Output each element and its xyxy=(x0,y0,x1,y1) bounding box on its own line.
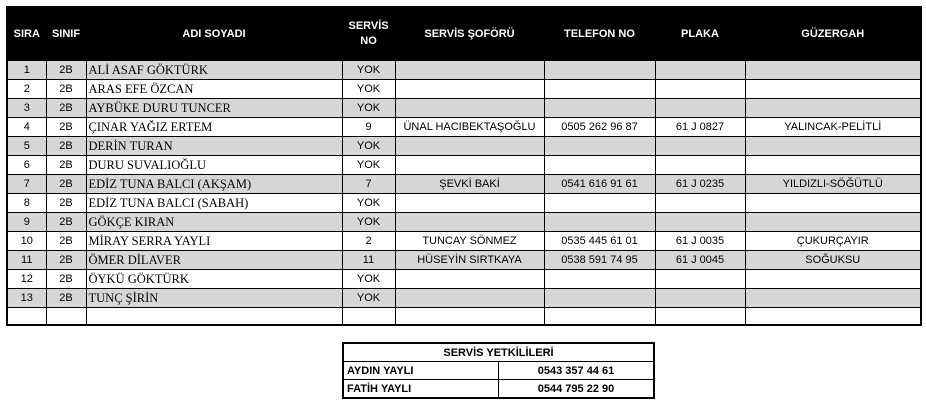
cell-servis-soforu xyxy=(395,156,544,175)
cell-servis-no: YOK xyxy=(342,61,395,80)
cell-servis-no: 7 xyxy=(342,175,395,194)
cell-sinif: 2B xyxy=(46,251,86,270)
cell-adi-soyadi: TUNÇ ŞİRİN xyxy=(86,289,342,308)
cell-telefon-no: 0538 591 74 95 xyxy=(544,251,655,270)
cell-servis-no: 9 xyxy=(342,118,395,137)
table-row xyxy=(7,80,921,99)
table-row xyxy=(7,156,921,175)
cell-guzergah xyxy=(745,289,921,308)
cell-plaka: 61 J 0035 xyxy=(655,232,745,251)
cell-sira: 9 xyxy=(7,213,46,232)
cell-sinif: 2B xyxy=(46,137,86,156)
cell-sira: 12 xyxy=(7,270,46,289)
cell-servis-soforu xyxy=(395,213,544,232)
cell-plaka xyxy=(655,289,745,308)
cell-plaka xyxy=(655,137,745,156)
cell-plaka xyxy=(655,270,745,289)
col-header-servis-no xyxy=(342,7,395,61)
cell-adi-soyadi: ARAS EFE ÖZCAN xyxy=(86,80,342,99)
cell-adi-soyadi: EDİZ TUNA BALCI (SABAH) xyxy=(86,194,342,213)
contact-row xyxy=(343,362,654,380)
empty-cell xyxy=(544,308,655,326)
cell-telefon-no xyxy=(544,289,655,308)
empty-cell xyxy=(46,308,86,326)
col-header-adi-soyadi: ADI SOYADI xyxy=(86,7,342,61)
col-header-sira: SIRA xyxy=(7,7,46,61)
cell-sinif: 2B xyxy=(46,175,86,194)
cell-plaka xyxy=(655,80,745,99)
contact-phone: 0543 357 44 61 xyxy=(499,362,655,380)
cell-plaka xyxy=(655,61,745,80)
cell-guzergah xyxy=(745,194,921,213)
cell-telefon-no: 0541 616 91 61 xyxy=(544,175,655,194)
cell-servis-soforu xyxy=(395,270,544,289)
cell-guzergah: SOĞUKSU xyxy=(745,251,921,270)
cell-servis-soforu xyxy=(395,194,544,213)
cell-telefon-no xyxy=(544,270,655,289)
cell-sira: 10 xyxy=(7,232,46,251)
cell-adi-soyadi: GÖKÇE KIRAN xyxy=(86,213,342,232)
contacts-title: SERVİS YETKİLİLERİ xyxy=(343,343,654,362)
table-row xyxy=(7,61,921,80)
service-roster-table xyxy=(6,6,922,326)
cell-adi-soyadi: ÖMER DİLAVER xyxy=(86,251,342,270)
cell-sira: 8 xyxy=(7,194,46,213)
cell-guzergah xyxy=(745,156,921,175)
empty-cell xyxy=(7,308,46,326)
cell-sinif: 2B xyxy=(46,232,86,251)
table-row xyxy=(7,289,921,308)
cell-telefon-no xyxy=(544,137,655,156)
table-row xyxy=(7,270,921,289)
cell-sira: 5 xyxy=(7,137,46,156)
cell-servis-no: YOK xyxy=(342,99,395,118)
cell-adi-soyadi: DURU SUVALIOĞLU xyxy=(86,156,342,175)
cell-sira: 2 xyxy=(7,80,46,99)
cell-telefon-no: 0505 262 96 87 xyxy=(544,118,655,137)
cell-sira: 1 xyxy=(7,61,46,80)
cell-sira: 11 xyxy=(7,251,46,270)
service-contacts-table xyxy=(342,342,655,399)
cell-plaka xyxy=(655,194,745,213)
table-row xyxy=(7,99,921,118)
cell-servis-soforu: TUNCAY SÖNMEZ xyxy=(395,232,544,251)
table-row xyxy=(7,118,921,137)
contact-row xyxy=(343,380,654,399)
cell-sinif: 2B xyxy=(46,270,86,289)
cell-guzergah: YALINCAK-PELİTLİ xyxy=(745,118,921,137)
cell-servis-no: YOK xyxy=(342,289,395,308)
cell-telefon-no xyxy=(544,156,655,175)
cell-sinif: 2B xyxy=(46,99,86,118)
col-header-sinif: SINIF xyxy=(46,7,86,61)
cell-adi-soyadi: ÇINAR YAĞIZ ERTEM xyxy=(86,118,342,137)
cell-servis-no: YOK xyxy=(342,156,395,175)
cell-telefon-no xyxy=(544,194,655,213)
cell-telefon-no xyxy=(544,99,655,118)
cell-guzergah: ÇUKURÇAYIR xyxy=(745,232,921,251)
cell-sinif: 2B xyxy=(46,194,86,213)
cell-adi-soyadi: EDİZ TUNA BALCI (AKŞAM) xyxy=(86,175,342,194)
cell-servis-soforu xyxy=(395,61,544,80)
cell-plaka: 61 J 0827 xyxy=(655,118,745,137)
cell-plaka xyxy=(655,99,745,118)
empty-cell xyxy=(86,308,342,326)
empty-cell xyxy=(395,308,544,326)
contact-phone: 0544 795 22 90 xyxy=(499,380,655,399)
cell-guzergah xyxy=(745,137,921,156)
col-header-servis-no-label: SERVİS NO xyxy=(348,20,389,47)
col-header-guzergah: GÜZERGAH xyxy=(745,7,921,61)
cell-sinif: 2B xyxy=(46,80,86,99)
empty-cell xyxy=(745,308,921,326)
cell-plaka: 61 J 0045 xyxy=(655,251,745,270)
cell-telefon-no xyxy=(544,61,655,80)
contact-name: AYDIN YAYLI xyxy=(343,362,499,380)
cell-servis-no: 2 xyxy=(342,232,395,251)
cell-servis-no: YOK xyxy=(342,80,395,99)
cell-sinif: 2B xyxy=(46,118,86,137)
cell-sira: 3 xyxy=(7,99,46,118)
table-row xyxy=(7,213,921,232)
cell-guzergah xyxy=(745,213,921,232)
cell-servis-soforu: ŞEVKİ BAKİ xyxy=(395,175,544,194)
cell-guzergah xyxy=(745,99,921,118)
cell-sinif: 2B xyxy=(46,289,86,308)
cell-guzergah xyxy=(745,80,921,99)
cell-guzergah xyxy=(745,61,921,80)
cell-adi-soyadi: AYBÜKE DURU TUNCER xyxy=(86,99,342,118)
empty-cell xyxy=(342,308,395,326)
cell-plaka: 61 J 0235 xyxy=(655,175,745,194)
cell-servis-soforu xyxy=(395,137,544,156)
table-row xyxy=(7,175,921,194)
cell-guzergah: YILDIZLI-SÖĞÜTLÜ xyxy=(745,175,921,194)
contact-name: FATİH YAYLI xyxy=(343,380,499,399)
cell-sinif: 2B xyxy=(46,213,86,232)
cell-adi-soyadi: MİRAY SERRA YAYLI xyxy=(86,232,342,251)
cell-servis-soforu: ÜNAL HACIBEKTAŞOĞLU xyxy=(395,118,544,137)
cell-adi-soyadi: ÖYKÜ GÖKTÜRK xyxy=(86,270,342,289)
cell-plaka xyxy=(655,213,745,232)
cell-sira: 4 xyxy=(7,118,46,137)
table-row xyxy=(7,251,921,270)
cell-plaka xyxy=(655,156,745,175)
table-row xyxy=(7,232,921,251)
cell-sinif: 2B xyxy=(46,61,86,80)
empty-row xyxy=(7,308,921,326)
cell-servis-no: YOK xyxy=(342,213,395,232)
table-row xyxy=(7,194,921,213)
cell-telefon-no xyxy=(544,80,655,99)
cell-servis-no: 11 xyxy=(342,251,395,270)
cell-servis-soforu xyxy=(395,99,544,118)
contacts-header-row xyxy=(343,343,654,362)
cell-telefon-no: 0535 445 61 01 xyxy=(544,232,655,251)
cell-adi-soyadi: ALİ ASAF GÖKTÜRK xyxy=(86,61,342,80)
cell-servis-no: YOK xyxy=(342,194,395,213)
table-row xyxy=(7,137,921,156)
cell-servis-soforu: HÜSEYİN SIRTKAYA xyxy=(395,251,544,270)
col-header-plaka: PLAKA xyxy=(655,7,745,61)
col-header-servis-soforu: SERVİS ŞOFÖRÜ xyxy=(395,7,544,61)
cell-guzergah xyxy=(745,270,921,289)
cell-servis-soforu xyxy=(395,289,544,308)
cell-sinif: 2B xyxy=(46,156,86,175)
cell-adi-soyadi: DERİN TURAN xyxy=(86,137,342,156)
cell-sira: 13 xyxy=(7,289,46,308)
empty-cell xyxy=(655,308,745,326)
col-header-telefon-no: TELEFON NO xyxy=(544,7,655,61)
cell-telefon-no xyxy=(544,213,655,232)
cell-sira: 6 xyxy=(7,156,46,175)
cell-servis-soforu xyxy=(395,80,544,99)
cell-servis-no: YOK xyxy=(342,137,395,156)
cell-servis-no: YOK xyxy=(342,270,395,289)
cell-sira: 7 xyxy=(7,175,46,194)
header-row xyxy=(7,7,921,61)
